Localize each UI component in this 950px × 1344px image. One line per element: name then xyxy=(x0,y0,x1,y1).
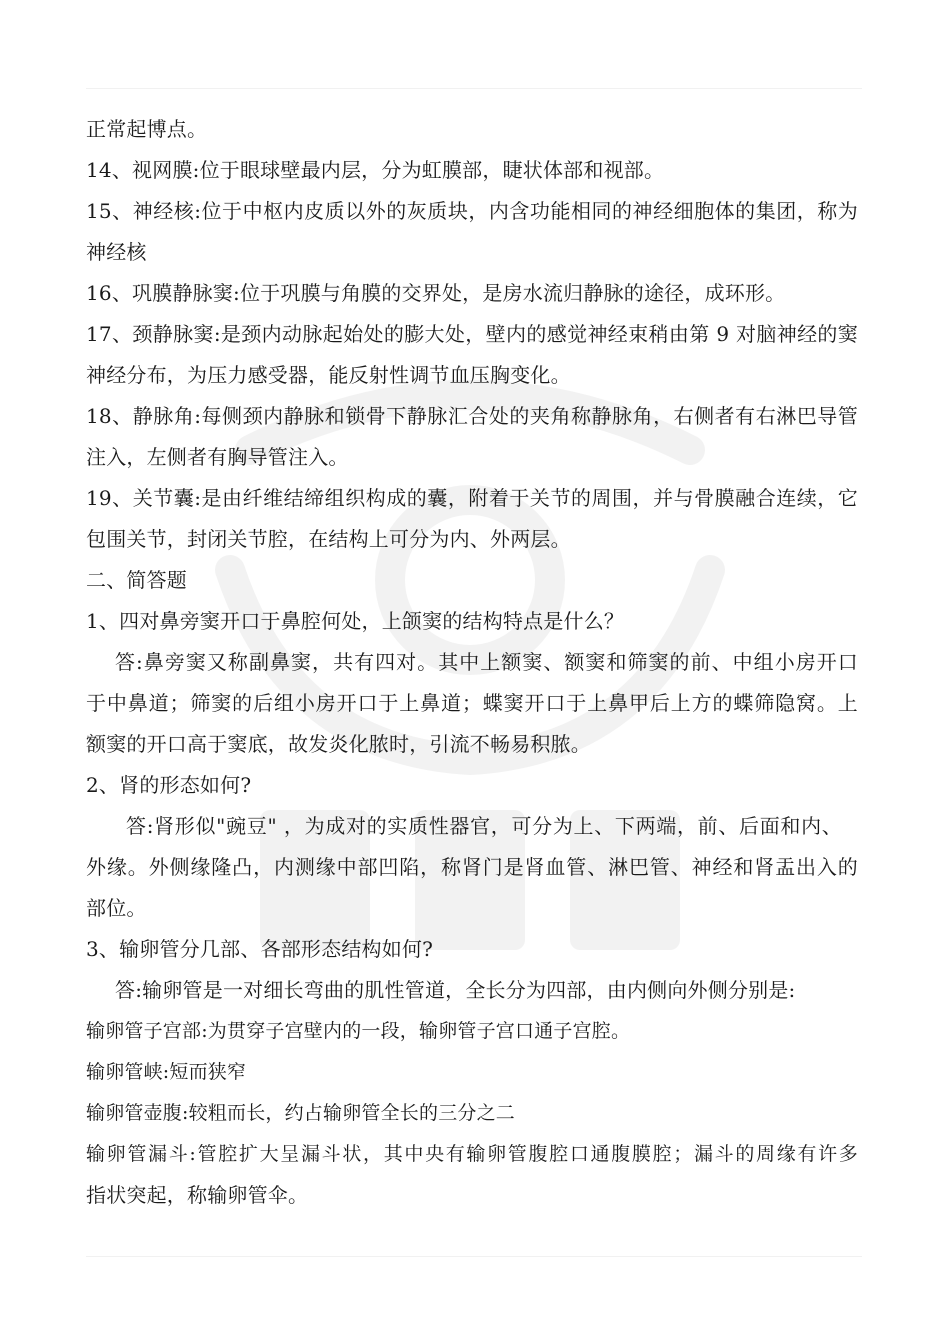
text-line: 18、静脉角:每侧颈内静脉和锁骨下静脉汇合处的夹角称静脉角，右侧者有右淋巴导管 xyxy=(86,404,858,428)
answer-line: 指状突起，称输卵管伞。 xyxy=(86,1183,309,1207)
answer-line: 部位。 xyxy=(86,896,147,920)
answer-line: 额窦的开口高于窦底，故发炎化脓时，引流不畅易积脓。 xyxy=(86,732,591,756)
document-body xyxy=(86,109,866,1216)
question-3: 3、输卵管分几部、各部形态结构如何? xyxy=(86,937,434,961)
text-line: 注入，左侧者有胸导管注入。 xyxy=(86,445,349,469)
text-line: 正常起博点。 xyxy=(86,117,208,141)
answer-line: 答:输卵管是一对细长弯曲的肌性管道，全长分为四部，由内侧向外侧分别是: xyxy=(115,978,796,1002)
text-line: 14、视网膜:位于眼球壁最内层，分为虹膜部，睫状体部和视部。 xyxy=(86,158,665,182)
text-line: 16、巩膜静脉窦:位于巩膜与角膜的交界处，是房水流归静脉的途径，成环形。 xyxy=(86,281,786,305)
text-line: 神经分布，为压力感受器，能反射性调节血压胸变化。 xyxy=(86,363,571,387)
text-line: 17、颈静脉窦:是颈内动脉起始处的膨大处，壁内的感觉神经束稍由第 9 对脑神经的窦 xyxy=(86,322,858,346)
question-2: 2、肾的形态如何? xyxy=(86,773,252,797)
text-line: 包围关节，封闭关节腔，在结构上可分为内、外两层。 xyxy=(86,527,571,551)
answer-line: 输卵管壶腹:较粗而长，约占输卵管全长的三分之二 xyxy=(86,1102,516,1124)
text-line: 神经核 xyxy=(86,240,147,264)
answer-line: 输卵管峡:短而狭窄 xyxy=(86,1061,247,1083)
answer-line: 答:肾形似"豌豆" ，为成对的实质性器官，可分为上、下两端，前、后面和内、 xyxy=(126,814,842,838)
header-rule xyxy=(86,88,862,89)
answer-line: 答:鼻旁窦又称副鼻窦，共有四对。其中上额窦、额窦和筛窦的前、中组小房开口 xyxy=(115,650,858,674)
footer-rule xyxy=(86,1256,862,1257)
answer-line: 于中鼻道；筛窦的后组小房开口于上鼻道；蝶窦开口于上鼻甲后上方的蝶筛隐窝。上 xyxy=(86,691,858,715)
answer-line: 输卵管漏斗:管腔扩大呈漏斗状，其中央有输卵管腹腔口通腹膜腔；漏斗的周缘有许多 xyxy=(86,1143,858,1165)
text-line: 15、神经核:位于中枢内皮质以外的灰质块，内含功能相同的神经细胞体的集团，称为 xyxy=(86,199,858,223)
answer-line: 输卵管子宫部:为贯穿子宫壁内的一段，输卵管子宫口通子宫腔。 xyxy=(86,1020,631,1042)
text-line: 19、关节囊:是由纤维结缔组织构成的囊，附着于关节的周围，并与骨膜融合连续，它 xyxy=(86,486,858,510)
section-heading: 二、简答题 xyxy=(86,568,187,592)
answer-line: 外缘。外侧缘隆凸，内测缘中部凹陷，称肾门是肾血管、淋巴管、神经和肾盂出入的 xyxy=(86,855,858,879)
question-1: 1、四对鼻旁窦开口于鼻腔何处，上颌窦的结构特点是什么？ xyxy=(86,609,625,633)
